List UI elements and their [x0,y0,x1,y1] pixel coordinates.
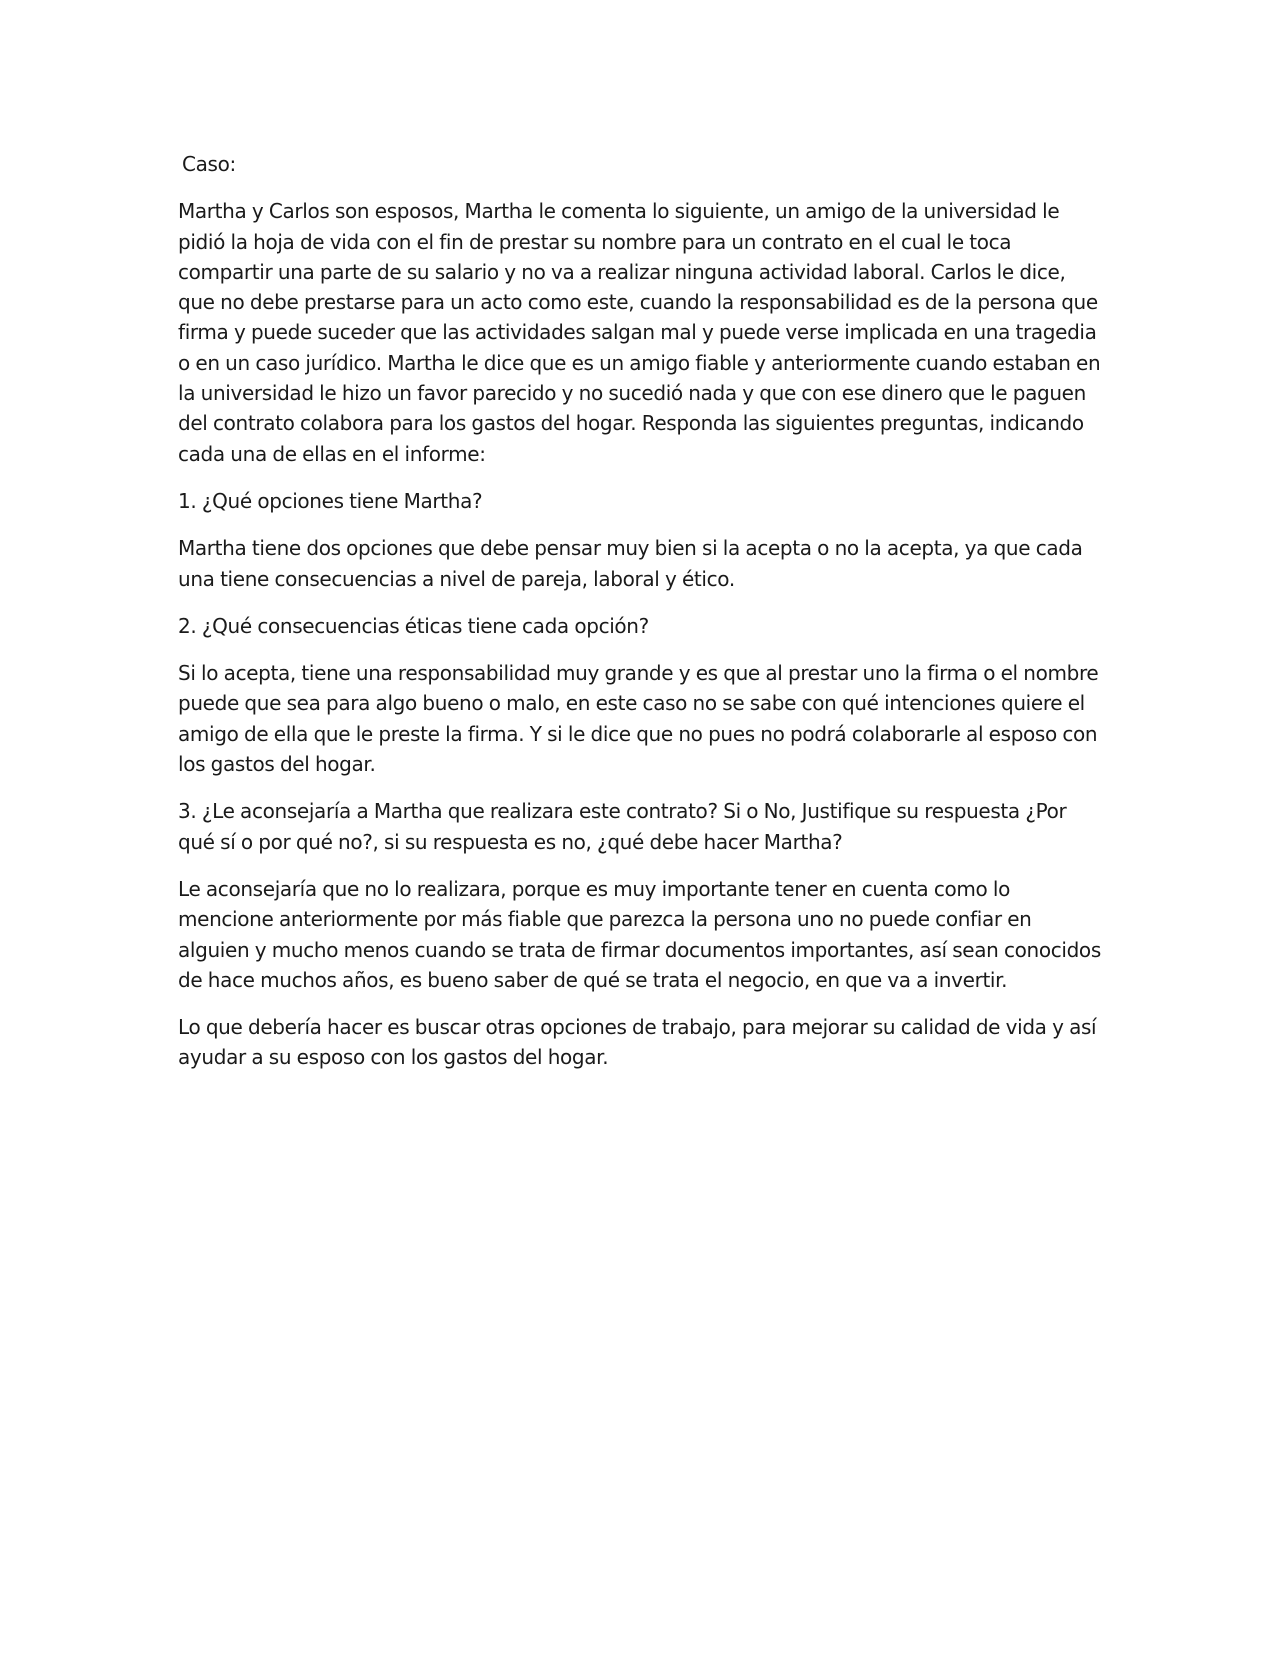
question-3: 3. ¿Le aconsejaría a Martha que realizara este contrato? Si o No, Justifique su respuesta ¿Por qué sí o por qué no?, si su respuesta es no, ¿qué debe hacer Martha? [178,799,1067,854]
document-body [178,149,1103,1090]
case-heading: Caso: [182,152,236,176]
answer-3-followup: Lo que debería hacer es buscar otras opciones de trabajo, para mejorar su calidad de vida y así ayudar a su esposo con los gastos del hogar. [178,1015,1097,1070]
question-2: 2. ¿Qué consecuencias éticas tiene cada opción? [178,613,649,638]
answer-1: Martha tiene dos opciones que debe pensar muy bien si la acepta o no la acepta, ya que cada una tiene consecuencias a nivel de pareja, laboral y ético. [178,536,1083,591]
case-description: Martha y Carlos son esposos, Martha le comenta lo siguiente, un amigo de la universidad le pidió la hoja de vida con el fin de prestar su nombre para un contrato en el cual le toca compartir una parte de su salario y no va a realizar ninguna actividad laboral. Carlos le dice, que no debe prestarse para un acto como este, cuando la responsabilidad es de la persona que firma y puede suceder que las actividades salgan mal y puede verse implicada en una tragedia o en un caso jurídico. Martha le dice que es un amigo fiable y anteriormente cuando estaban en la universidad le hizo un favor parecido y no sucedió nada y que con ese dinero que le paguen del contrato colabora para los gastos del hogar. Responda las siguientes preguntas, indicando cada una de ellas en el informe: [178,199,1101,466]
answer-3: Le aconsejaría que no lo realizara, porque es muy importante tener en cuenta como lo mencione anteriormente por más fiable que parezca la persona uno no puede confiar en alguien y mucho menos cuando se trata de firmar documentos importantes, así sean conocidos de hace muchos años, es bueno saber de qué se trata el negocio, en que va a invertir. [178,876,1101,992]
question-1: 1. ¿Qué opciones tiene Martha? [178,488,483,513]
answer-2: Si lo acepta, tiene una responsabilidad muy grande y es que al prestar uno la firma o el nombre puede que sea para algo bueno o malo, en este caso no se sabe con qué intenciones quiere el amigo de ella que le preste la firma. Y si le dice que no pues no podrá colaborarle al esposo con los gastos del hogar. [178,661,1099,777]
